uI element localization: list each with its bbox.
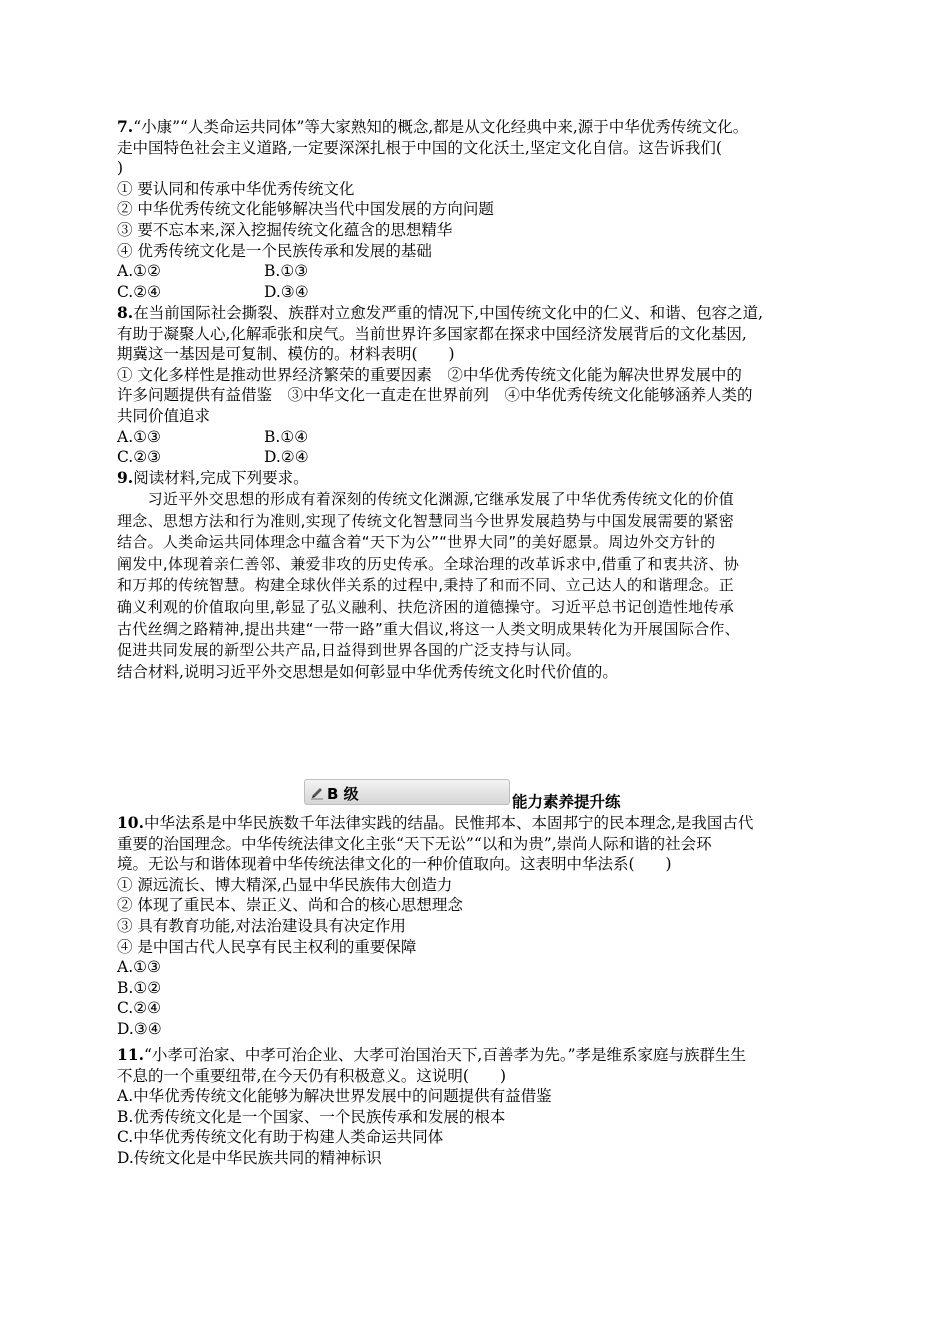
question-text-line: 重要的治国理念。中华传统法律文化主张“天下无讼”“以和为贵”,崇尚人际和谐的社会环 (117, 834, 712, 853)
answer-options-row (117, 447, 837, 468)
answer-option-d[interactable]: D.③④ (117, 1019, 162, 1038)
answer-option-d[interactable]: D.传统文化是中华民族共同的精神标识 (117, 1148, 382, 1167)
answer-option-d[interactable]: D.③④ (264, 282, 309, 301)
level-b-badge (304, 779, 510, 805)
question-text-line: 境。无讼与和谐体现着中华传统法律文化的一种价值取向。这表明中华法系( ) (117, 855, 672, 874)
answer-option-b[interactable]: B.①④ (264, 427, 309, 446)
answer-option-d[interactable]: D.②④ (264, 448, 309, 467)
question-text-line: 8.在当前国际社会撕裂、族群对立愈发严重的情况下,中国传统文化中的仁义、和谐、包容之道, (117, 303, 764, 322)
question-number: 10. (117, 813, 144, 832)
question-text-line: 有助于凝聚人心,化解乖张和戾气。当前世界许多国家都在探求中国经济发展背后的文化基因, (117, 324, 747, 343)
question-text-line: ) (117, 159, 124, 178)
question-text-line: 11.“小孝可治家、中孝可治企业、大孝可治国治天下,百善孝为先。”孝是维系家庭与族群生生 (117, 1045, 746, 1064)
section-title: 能力素养提升练 (512, 793, 621, 811)
answer-option-b[interactable]: B.优秀传统文化是一个国家、一个民族传承和发展的根本 (117, 1107, 506, 1126)
answer-option-b[interactable]: B.①③ (264, 262, 309, 281)
answer-option-a[interactable]: A.①③ (117, 958, 161, 977)
statement-item: ③ 要不忘本来,深入挖掘传统文化蕴含的思想精华 (117, 220, 453, 239)
statement-item: ② 体现了重民本、崇正义、尚和合的核心思想理念 (117, 896, 463, 915)
question-text-line: 走中国特色社会主义道路,一定要深深扎根于中国的文化沃土,坚定文化自信。这告诉我们( (117, 138, 722, 157)
question-number: 11. (117, 1045, 144, 1064)
material-line: 确义利观的价值取向里,彰显了弘义融利、扶危济困的道德操守。习近平总书记创造性地传承 (117, 597, 735, 616)
question-text-line: 期冀这一基因是可复制、模仿的。材料表明( ) (117, 345, 455, 364)
question-text-line: 7.“小康”“人类命运共同体”等大家熟知的概念,都是从文化经典中来,源于中华优秀传统文化。 (117, 117, 749, 136)
material-line: 古代丝绸之路精神,提出共建“一带一路”重大倡议,将这一人类文明成果转化为开展国际合作、 (117, 619, 740, 638)
question-number: 7. (117, 117, 134, 136)
question-text-line: 10.中华法系是中华民族数千年法律实践的结晶。民惟邦本、本固邦宁的民本理念,是我国古代 (117, 813, 754, 832)
question-number: 9. (117, 468, 134, 487)
material-line: 结合。人类命运共同体理念中蕴含着“天下为公”“世界大同”的美好愿景。周边外交方针的 (117, 533, 716, 552)
question-8 (117, 303, 837, 468)
reading-material (117, 489, 841, 662)
answer-option-c[interactable]: C.②③ (117, 448, 162, 467)
answer-option-c[interactable]: C.中华优秀传统文化有助于构建人类命运共同体 (117, 1128, 444, 1147)
statement-item: ③ 具有教育功能,对法治建设具有决定作用 (117, 916, 406, 935)
material-line: 理念、思想方法和行为准则,实现了传统文化智慧同当今世界发展趋势与中国发展需要的紧密 (117, 511, 735, 530)
statement-item: ④ 是中国古代人民享有民主权利的重要保障 (117, 937, 417, 956)
statement-item: ① 要认同和传承中华优秀传统文化 (117, 179, 355, 198)
pencil-icon (310, 786, 324, 800)
statement-item: 共同价值追求 (117, 406, 211, 425)
question-7 (117, 117, 837, 302)
material-line: 习近平外交思想的形成有着深刻的传统文化渊源,它继承发展了中华优秀传统文化的价值 (117, 490, 735, 508)
material-line: 促进共同发展的新型公共产品,日益得到世界各国的广泛支持与认同。 (117, 641, 582, 660)
statement-item: ① 文化多样性是推动世界经济繁荣的重要因素 ②中华优秀传统文化能为解决世界发展中的 (117, 365, 742, 384)
question-10 (117, 813, 837, 1040)
answer-option-a[interactable]: A.中华优秀传统文化能够为解决世界发展中的问题提供有益借鉴 (117, 1087, 552, 1106)
statement-item: ④ 优秀传统文化是一个民族传承和发展的基础 (117, 241, 432, 260)
level-label: B 级 (327, 785, 359, 803)
answer-options-row (117, 427, 837, 448)
question-9 (117, 468, 837, 489)
answer-option-a[interactable]: A.①③ (117, 427, 161, 446)
question-number: 8. (117, 303, 134, 322)
question-9-prompt (117, 662, 837, 683)
material-line: 和万邦的传统智慧。构建全球伙伴关系的过程中,秉持了和而不同、立己达人的和谐理念。正 (117, 576, 735, 595)
answer-option-c[interactable]: C.②④ (117, 282, 162, 301)
question-text-line: 9.阅读材料,完成下列要求。 (117, 468, 309, 487)
statement-item: ② 中华优秀传统文化能够解决当代中国发展的方向问题 (117, 200, 494, 219)
question-prompt: 结合材料,说明习近平外交思想是如何彰显中华优秀传统文化时代价值的。 (117, 663, 618, 681)
statement-item: 许多问题提供有益借鉴 ③中华文化一直走在世界前列 ④中华优秀传统文化能够涵养人类的 (117, 386, 753, 405)
answer-option-b[interactable]: B.①② (117, 978, 162, 997)
answer-options-row (117, 261, 837, 282)
answer-option-c[interactable]: C.②④ (117, 999, 162, 1018)
statement-item: ① 源远流长、博大精深,凸显中华民族伟大创造力 (117, 875, 453, 894)
question-11 (117, 1045, 837, 1169)
question-text-line: 不息的一个重要纽带,在今天仍有积极意义。这说明( ) (117, 1066, 507, 1085)
answer-options-row (117, 282, 837, 303)
answer-option-a[interactable]: A.①② (117, 262, 161, 281)
material-line: 阐发中,体现着亲仁善邻、兼爱非攻的历史传承。全球治理的改革诉求中,借重了和衷共济、协 (117, 554, 740, 573)
